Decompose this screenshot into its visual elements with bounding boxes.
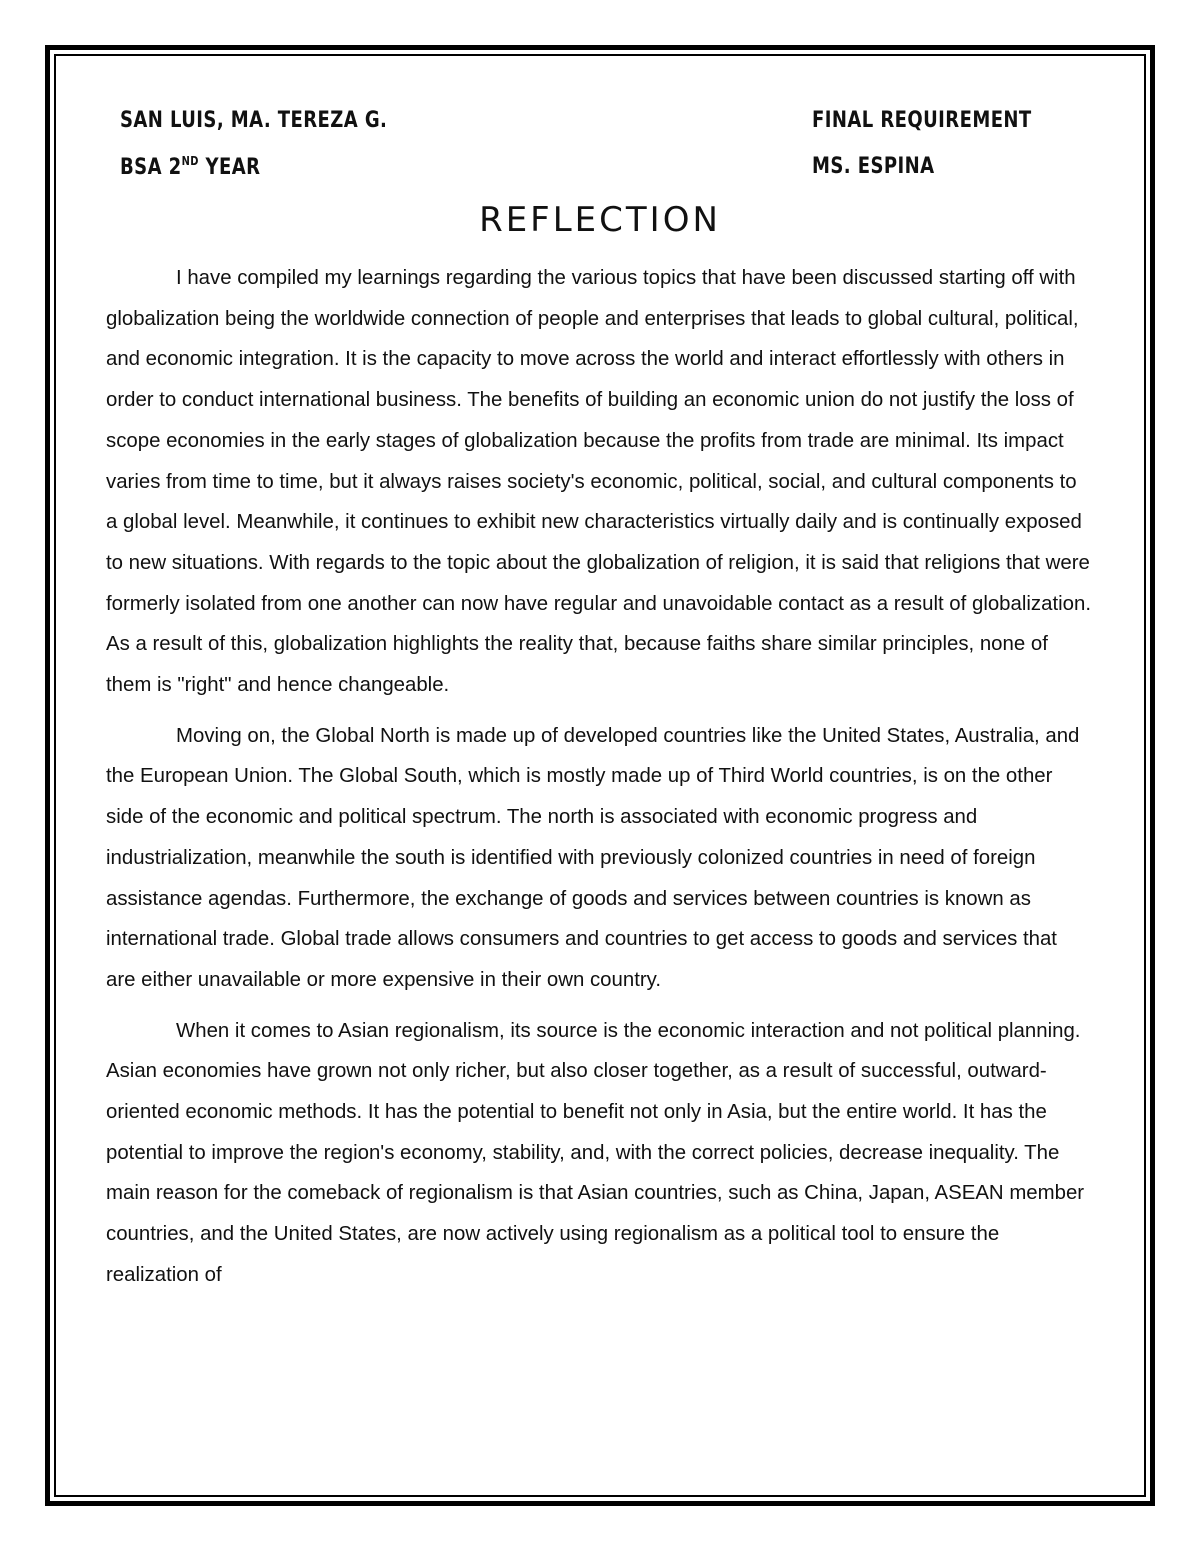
course-ordinal: ND <box>181 154 199 168</box>
requirement-label: FINAL REQUIREMENT <box>812 108 1032 133</box>
header-row-2 <box>120 154 1020 194</box>
student-name: SAN LUIS, MA. TEREZA G. <box>120 108 388 133</box>
instructor-name: MS. ESPINA <box>812 154 935 179</box>
course-prefix: BSA 2 <box>120 155 182 180</box>
course-year <box>120 154 260 180</box>
paragraph: Moving on, the Global North is made up of developed countries like the United States, Australia, and the European Union. The Global South, which is mostly made up of Third World countries, is on the other side of the economic and political spectrum. The north is associated with economic progress and industrialization, meanwhile the south is identified with previously colonized countries in need of foreign assistance agendas. Furthermore, the exchange of goods and services between countries is known as international trade. Global trade allows consumers and countries to get access to goods and services that are either unavailable or more expensive in their own country. <box>106 724 1080 991</box>
document-title: REFLECTION <box>479 200 721 240</box>
paragraph: When it comes to Asian regionalism, its source is the economic interaction and not political planning. Asian economies have grown not only richer, but also closer together, as a result of successful, outward-oriented economic methods. It has the potential to benefit not only in Asia, but the entire world. It has the potential to improve the region's economy, stability, and, with the correct policies, decrease inequality. The main reason for the comeback of regionalism is that Asian countries, such as China, Japan, ASEAN member countries, and the United States, are now actively using regionalism as a political tool to ensure the realization of <box>106 1019 1085 1286</box>
document-body <box>106 258 1091 1306</box>
course-suffix: YEAR <box>198 155 261 180</box>
paragraph: I have compiled my learnings regarding the various topics that have been discussed starting off with globalization being the worldwide connection of people and enterprises that leads to global cultural, political, and economic integration. It is the capacity to move across the world and interact effortlessly with others in order to conduct international business. The benefits of building an economic union do not justify the loss of scope economies in the early stages of globalization because the profits from trade are minimal. Its impact varies from time to time, but it always raises society's economic, political, social, and cultural components to a global level. Meanwhile, it continues to exhibit new characteristics virtually daily and is continually exposed to new situations. With regards to the topic about the globalization of religion, it is said that religions that were formerly isolated from one another can now have regular and unavoidable contact as a result of globalization. As a result of this, globalization highlights the reality that, because faiths share similar principles, none of them is "right" and hence changeable. <box>106 267 1092 697</box>
header-row-1 <box>120 108 1032 148</box>
